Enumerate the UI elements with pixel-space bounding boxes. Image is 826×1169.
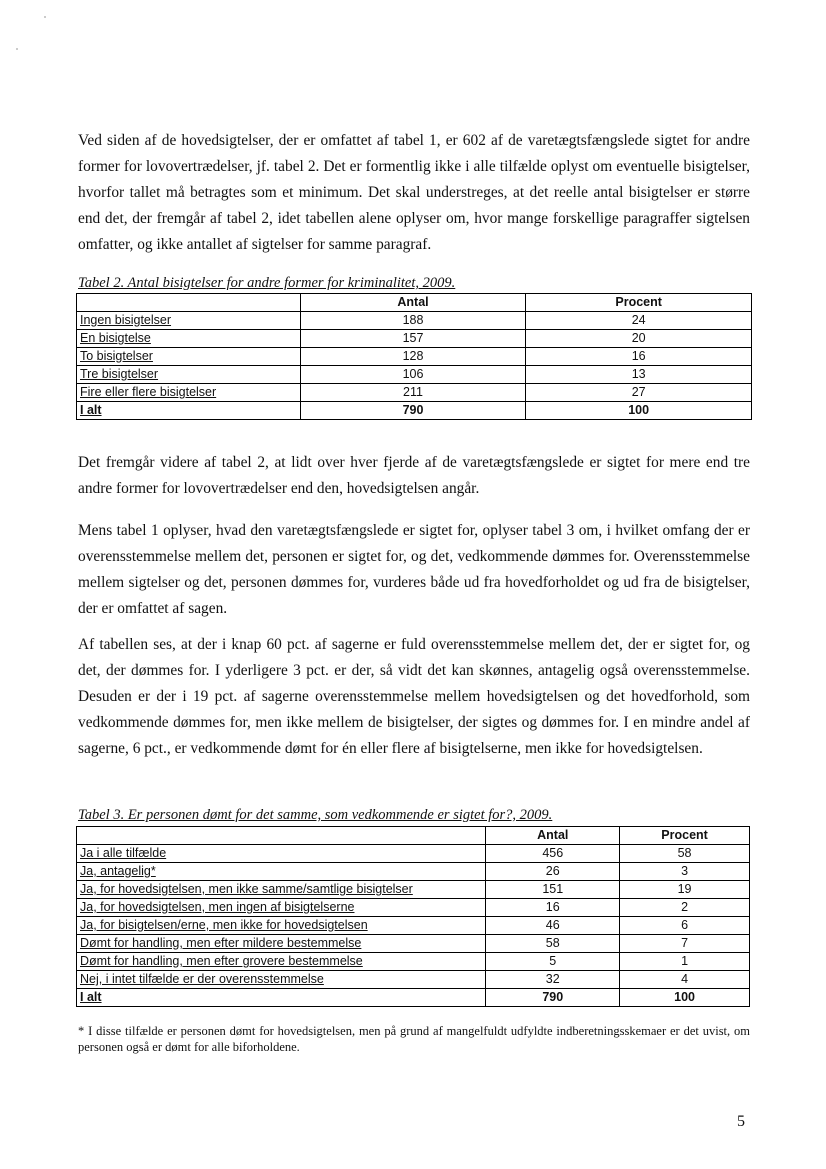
row-procent: 16 [526, 348, 752, 366]
header-blank [77, 294, 301, 312]
table-row [77, 384, 752, 402]
row-antal: 790 [300, 402, 526, 420]
table-row [77, 312, 752, 330]
table-row [77, 971, 750, 989]
row-antal: 456 [486, 845, 620, 863]
row-procent: 100 [620, 989, 750, 1007]
table2 [76, 293, 752, 420]
row-antal: 106 [300, 366, 526, 384]
table-row [77, 330, 752, 348]
header-antal: Antal [486, 827, 620, 845]
page-number: 5 [737, 1113, 745, 1130]
row-procent: 6 [620, 917, 750, 935]
scan-speck [44, 16, 46, 18]
header-antal: Antal [300, 294, 526, 312]
row-antal: 157 [300, 330, 526, 348]
scan-speck [16, 48, 18, 50]
row-procent: 4 [620, 971, 750, 989]
row-antal: 16 [486, 899, 620, 917]
row-antal: 26 [486, 863, 620, 881]
row-label: Nej, i intet tilfælde er der overensstemmelse [77, 971, 486, 989]
row-label: Fire eller flere bisigtelser [77, 384, 301, 402]
table-row [77, 863, 750, 881]
row-label: Tre bisigtelser [77, 366, 301, 384]
table3 [76, 826, 750, 1007]
table-row [77, 881, 750, 899]
paragraph-1: Ved siden af de hovedsigtelser, der er omfattet af tabel 1, er 602 af de varetægtsfængslede sigtet for andre former for lovovertrædelser, jf. tabel 2. Det er formentlig ikke i alle tilfælde oplyst om eventuelle bisigtelser, hvorfor tallet må betragtes som et minimum. Det skal understreges, at det reelle antal bisigtelser er større end det, der fremgår af tabel 2, idet tabellen alene oplyser om, hvor mange forskellige paragraffer sigtelsen omfatter, og ikke antallet af sigtelser for samme paragraf. [78, 132, 750, 253]
row-procent: 24 [526, 312, 752, 330]
row-label: Dømt for handling, men efter mildere bestemmelse [77, 935, 486, 953]
paragraph-3: Mens tabel 1 oplyser, hvad den varetægtsfængslede er sigtet for, oplyser tabel 3 om, i hvilket omfang der er overensstemmelse mellem det, personen er sigtet for, og det, vedkommende dømmes for. Overensstemmelse mellem sigtelser og det, personen dømmes for, vurderes både ud fra hovedforholdet og ud fra de bisigtelser, der er omfattet af sagen. [78, 522, 750, 617]
row-label: Ja, for bisigtelsen/erne, men ikke for hovedsigtelsen [77, 917, 486, 935]
row-procent: 20 [526, 330, 752, 348]
row-label: En bisigtelse [77, 330, 301, 348]
row-label: Ja, antagelig* [77, 863, 486, 881]
table2-caption: Tabel 2. Antal bisigtelser for andre former for kriminalitet, 2009. [78, 275, 456, 291]
table-row [77, 348, 752, 366]
row-label: Ja, for hovedsigtelsen, men ingen af bisigtelserne [77, 899, 486, 917]
row-antal: 790 [486, 989, 620, 1007]
table3-footnote: * I disse tilfælde er personen dømt for hovedsigtelsen, men på grund af mangelfuldt udfyldte indberetningsskemaer er det uvist, om personen også er dømt for alle biforholdene. [78, 1024, 750, 1054]
row-procent: 7 [620, 935, 750, 953]
table3-caption: Tabel 3. Er personen dømt for det samme, som vedkommende er sigtet for?, 2009. [78, 807, 553, 823]
row-procent: 2 [620, 899, 750, 917]
row-antal: 58 [486, 935, 620, 953]
row-procent: 27 [526, 384, 752, 402]
row-procent: 100 [526, 402, 752, 420]
row-label: I alt [77, 402, 301, 420]
row-label: Ja i alle tilfælde [77, 845, 486, 863]
header-procent: Procent [526, 294, 752, 312]
table-row [77, 845, 750, 863]
row-label: Ja, for hovedsigtelsen, men ikke samme/samtlige bisigtelser [77, 881, 486, 899]
paragraph-4: Af tabellen ses, at der i knap 60 pct. af sagerne er fuld overensstemmelse mellem det, der er sigtet for, og det, der dømmes for. I yderligere 3 pct. er der, så vidt det kan skønnes, antagelig også overensstemmelse. Desuden er der i 19 pct. af sagerne overensstemmelse mellem hovedsigtelsen og det hovedforhold, som vedkommende dømmes for, men ikke mellem de bisigtelser, der sigtes og dømmes for. I en mindre andel af sagerne, 6 pct., er vedkommende dømt for én eller flere af bisigtelserne, men ikke for hovedsigtelsen. [78, 636, 750, 757]
table-row [77, 935, 750, 953]
row-procent: 19 [620, 881, 750, 899]
table-row [77, 899, 750, 917]
row-label: To bisigtelser [77, 348, 301, 366]
table-total-row [77, 402, 752, 420]
header-procent: Procent [620, 827, 750, 845]
row-antal: 151 [486, 881, 620, 899]
row-label: Ingen bisigtelser [77, 312, 301, 330]
table-row [77, 366, 752, 384]
row-antal: 211 [300, 384, 526, 402]
row-procent: 13 [526, 366, 752, 384]
table-row [77, 953, 750, 971]
table-row [77, 917, 750, 935]
row-label: Dømt for handling, men efter grovere bestemmelse [77, 953, 486, 971]
table-header-row [77, 827, 750, 845]
row-antal: 5 [486, 953, 620, 971]
table-header-row [77, 294, 752, 312]
row-antal: 32 [486, 971, 620, 989]
row-antal: 128 [300, 348, 526, 366]
table-total-row [77, 989, 750, 1007]
header-blank [77, 827, 486, 845]
row-procent: 58 [620, 845, 750, 863]
row-procent: 1 [620, 953, 750, 971]
paragraph-2: Det fremgår videre af tabel 2, at lidt over hver fjerde af de varetægtsfængslede er sigtet for mere end tre andre former for lovovertrædelser end den, hovedsigtelsen angår. [78, 454, 750, 497]
row-procent: 3 [620, 863, 750, 881]
row-label: I alt [77, 989, 486, 1007]
row-antal: 46 [486, 917, 620, 935]
row-antal: 188 [300, 312, 526, 330]
